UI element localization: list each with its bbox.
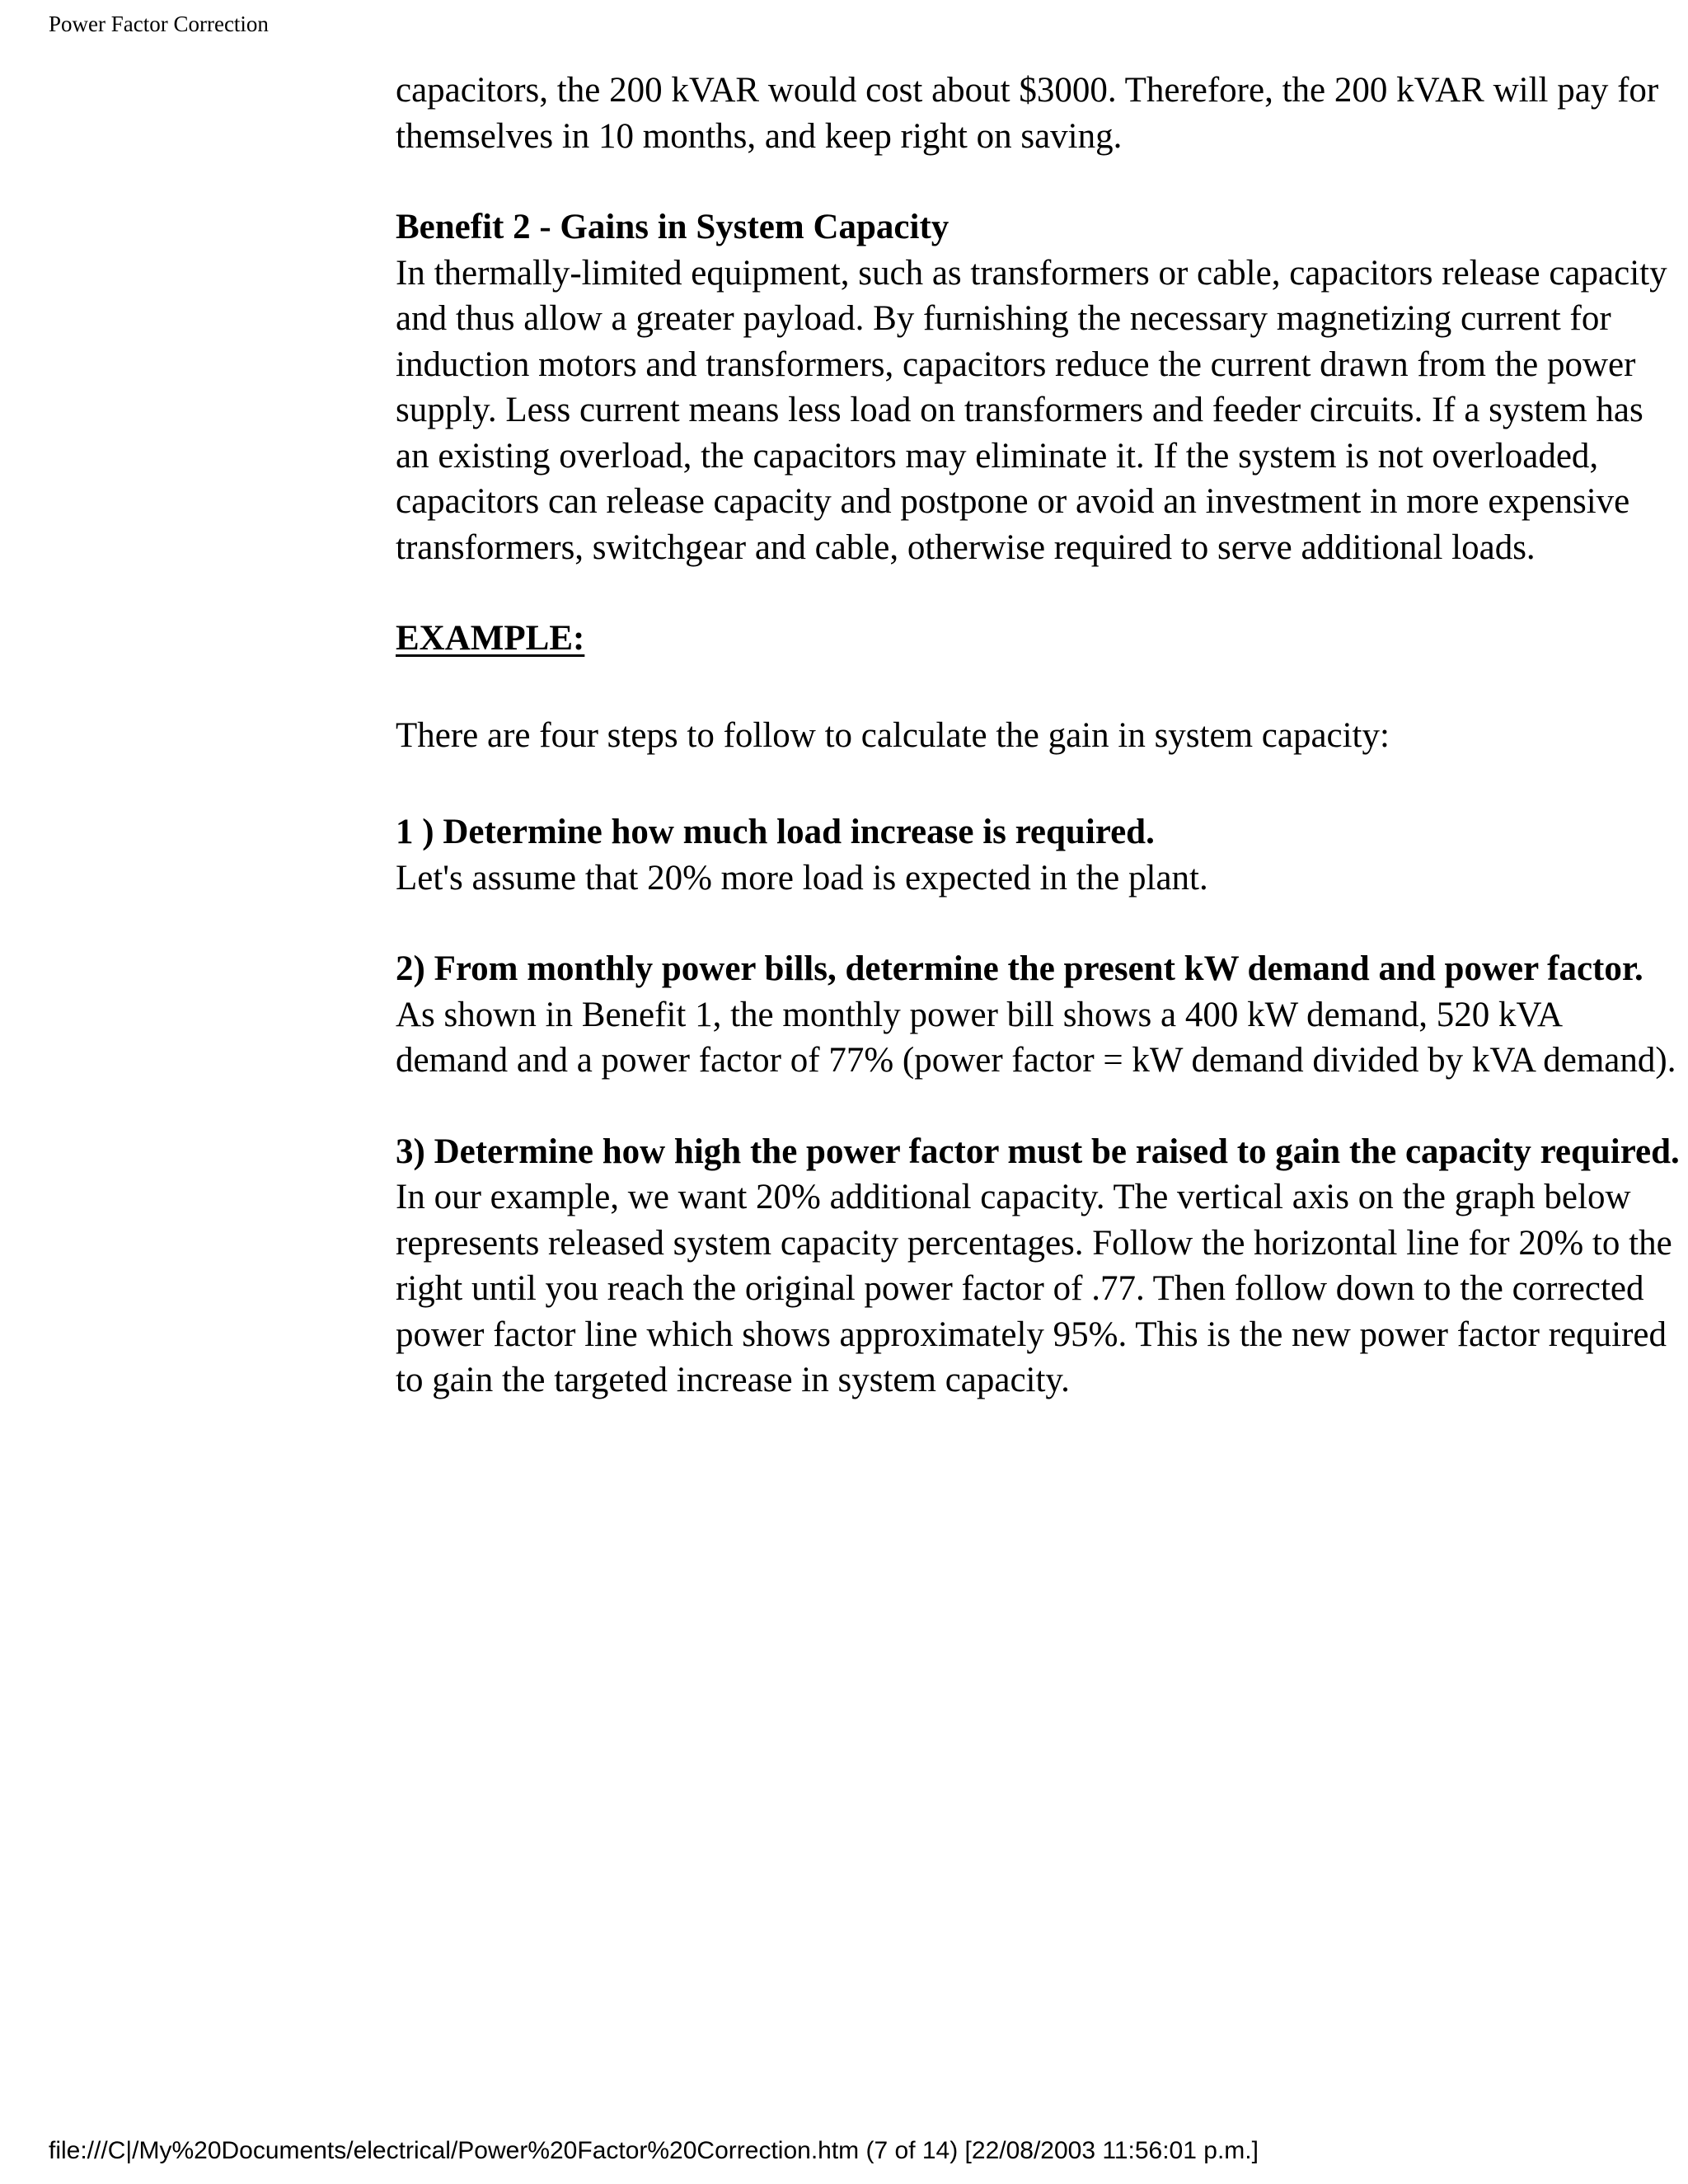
steps-intro: There are four steps to follow to calculate the gain in system capacity: <box>396 715 1390 755</box>
example-heading <box>396 616 1681 662</box>
benefit-2-heading: Benefit 2 - Gains in System Capacity <box>396 208 950 246</box>
benefit-2-body: In thermally-limited equipment, such as transformers or cable, capacitors release capacity and thus allow a greater payload. By furnishing the necessary magnetizing current for induction motors and transformers, capacitors reduce the current drawn from the power supply. Less current means less load on transformers and feeder circuits. If a system has an existing overload, the capacitors may eliminate it. If the system is not overloaded, capacitors can release capacity and postpone or avoid an investment in more expensive transformers, switchgear and cable, otherwise required to serve additional loads. <box>396 253 1667 567</box>
step-2-body: As shown in Benefit 1, the monthly power bill shows a 400 kW demand, 520 kVA demand and a power factor of 77% (power factor = kW demand divided by kVA demand). <box>396 995 1676 1080</box>
intro-paragraph: capacitors, the 200 kVAR would cost about $3000. Therefore, the 200 kVAR will pay for themselves in 10 months, and keep right on saving. <box>396 71 1659 156</box>
document-body <box>396 68 1681 1404</box>
step-3-body: In our example, we want 20% additional capacity. The vertical axis on the graph below represents released system capacity percentages. Follow the horizontal line for 20% to the right until you reach the original power factor of .77. Then follow down to the corrected power factor line which shows approximately 95%. This is the new power factor required to gain the targeted increase in system capacity. <box>396 1178 1672 1399</box>
step-2-title: 2) From monthly power bills, determine the present kW demand and power factor. <box>396 949 1643 988</box>
example-heading-text: EXAMPLE: <box>396 619 585 658</box>
step-1-title: 1 ) Determine how much load increase is required. <box>396 813 1155 851</box>
step-1-body: Let's assume that 20% more load is expected in the plant. <box>396 858 1208 898</box>
page-header-title: Power Factor Correction <box>49 12 269 36</box>
page-footer-path: file:///C|/My%20Documents/electrical/Power%20Factor%20Correction.htm (7 of 14) [22/08/2003 11:56:01 p.m.] <box>49 2137 1259 2164</box>
step-3-title: 3) Determine how high the power factor must be raised to gain the capacity required. <box>396 1132 1680 1171</box>
